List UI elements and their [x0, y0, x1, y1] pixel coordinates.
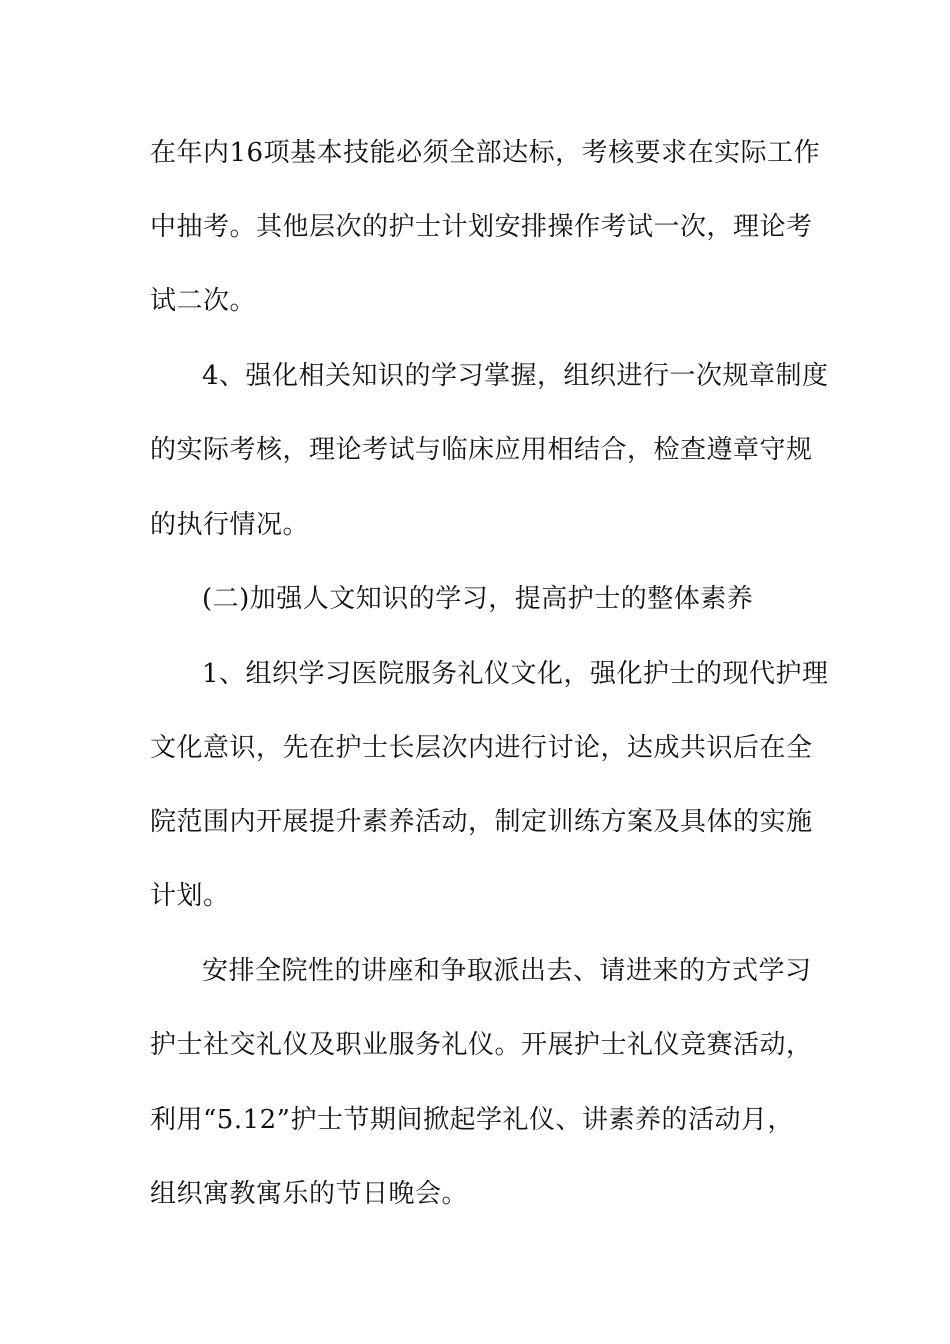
paragraph-start-line: 4、强化相关知识的学习掌握，组织进行一次规章制度	[202, 361, 829, 391]
paragraph-start-line: 安排全院性的讲座和争取派出去、请进来的方式学习	[202, 956, 812, 986]
text-line: 文化意识，先在护士长层次内进行讨论，达成共识后在全	[150, 733, 813, 763]
text-line: 利用“5.12”护士节期间掀起学礼仪、讲素养的活动月，	[150, 1105, 794, 1135]
paragraph-start-line: 1、组织学习医院服务礼仪文化，强化护士的现代护理	[202, 659, 829, 689]
text-line: 院范围内开展提升素养活动，制定训练方案及具体的实施	[150, 807, 813, 837]
text-line: 试二次。	[150, 286, 257, 316]
text-line: 中抽考。其他层次的护士计划安排操作考试一次，理论考	[150, 212, 813, 242]
text-line: 组织寓教寓乐的节日晚会。	[150, 1179, 469, 1209]
text-line: 在年内16项基本技能必须全部达标，考核要求在实际工作	[150, 138, 821, 168]
text-line: 计划。	[150, 881, 230, 911]
text-line: 护士社交礼仪及职业服务礼仪。开展护士礼仪竞赛活动，	[150, 1030, 813, 1060]
text-line: 的执行情况。	[150, 510, 310, 540]
section-heading: (二)加强人文知识的学习，提高护士的整体素养	[202, 584, 754, 614]
text-line: 的实际考核，理论考试与临床应用相结合，检查遵章守规	[150, 435, 813, 465]
